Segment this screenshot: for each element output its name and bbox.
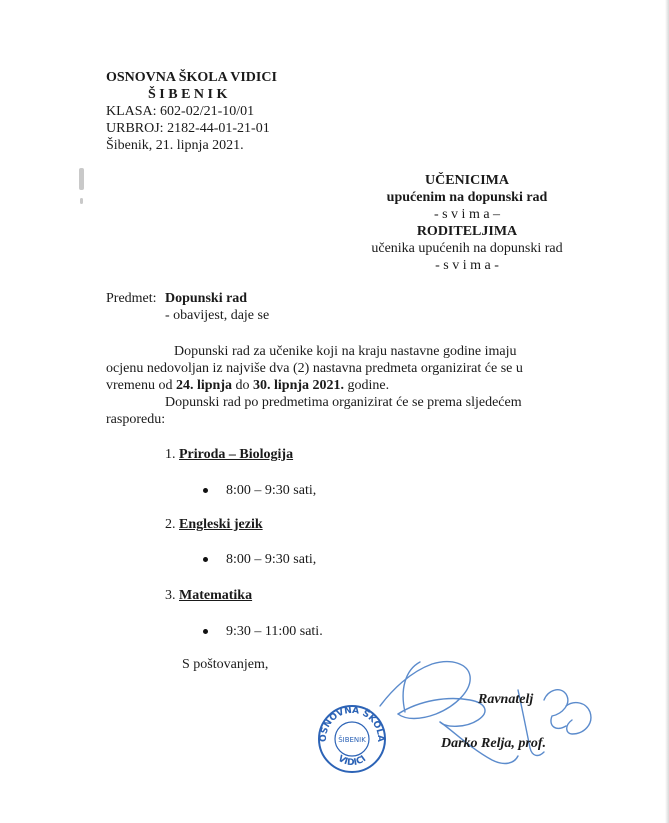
schedule-item-2	[165, 516, 263, 533]
bullet-icon	[203, 557, 208, 562]
schedule-subject: Matematika	[179, 588, 253, 603]
schedule-item-3	[165, 587, 252, 604]
schedule-number: 2.	[165, 517, 176, 532]
scan-smudge	[80, 198, 83, 204]
urbroj-line: URBROJ: 2182-44-01-21-01	[106, 121, 270, 136]
schedule-number: 1.	[165, 447, 176, 462]
body-paragraph-1-line-3	[106, 377, 389, 394]
recipient-parents: RODITELJIMA	[416, 224, 518, 239]
end-date: 30. lipnja 2021.	[253, 378, 345, 393]
stamp-top-text: OSNOVNA ŠKOLA	[318, 705, 386, 743]
school-city: Š I B E N I K	[148, 87, 228, 102]
schedule-subject: Engleski jezik	[179, 517, 263, 532]
subject-title: Dopunski rad	[165, 291, 248, 306]
subject-subtitle: - obavijest, daje se	[165, 308, 270, 323]
schedule-time: 8:00 – 9:30 sati,	[226, 483, 317, 498]
school-stamp	[316, 703, 388, 775]
signatory-role: Ravnatelj	[478, 692, 534, 707]
recipient-students-all: - s v i m a –	[433, 207, 501, 222]
body-text: godine.	[344, 378, 390, 393]
schedule-subject: Priroda – Biologija	[179, 447, 294, 462]
scan-smudge	[79, 168, 84, 190]
date-line: Šibenik, 21. lipnja 2021.	[106, 138, 244, 153]
stamp-center-text: ŠIBENIK	[338, 736, 366, 744]
klasa-line: KLASA: 602-02/21-10/01	[106, 104, 255, 119]
schedule-time: 9:30 – 11:00 sati.	[226, 624, 323, 639]
schedule-time: 8:00 – 9:30 sati,	[226, 552, 317, 567]
body-text: do	[232, 378, 253, 393]
recipient-students-desc: upućenim na dopunski rad	[386, 190, 548, 205]
recipient-parents-all: - s v i m a -	[435, 258, 499, 273]
start-date: 24. lipnja	[175, 378, 232, 393]
schedule-item-1	[165, 446, 293, 463]
stamp-bottom-text: VIDICI	[335, 753, 369, 769]
body-paragraph-2-line-2: rasporedu:	[106, 412, 166, 427]
body-paragraph-1-line-2: ocjenu nedovoljan iz najviše dva (2) nastavna predmeta organizirat će se u	[106, 361, 523, 376]
bullet-icon	[203, 488, 208, 493]
subject-label: Predmet:	[106, 291, 157, 306]
bullet-icon	[203, 629, 208, 634]
body-text: vremenu od	[106, 378, 176, 393]
body-paragraph-1-line-1: Dopunski rad za učenike koji na kraju nastavne godine imaju	[174, 344, 517, 359]
signatory-name: Darko Relja, prof.	[441, 736, 546, 751]
school-name: OSNOVNA ŠKOLA VIDICI	[106, 70, 277, 85]
recipient-students: UČENICIMA	[425, 173, 509, 188]
body-paragraph-2-line-1: Dopunski rad po predmetima organizirat će se prema sljedećem	[165, 395, 522, 410]
recipient-parents-desc: učenika upućenih na dopunski rad	[371, 241, 563, 256]
page-edge-shadow	[665, 0, 669, 823]
closing-greeting: S poštovanjem,	[182, 657, 269, 672]
schedule-number: 3.	[165, 588, 176, 603]
